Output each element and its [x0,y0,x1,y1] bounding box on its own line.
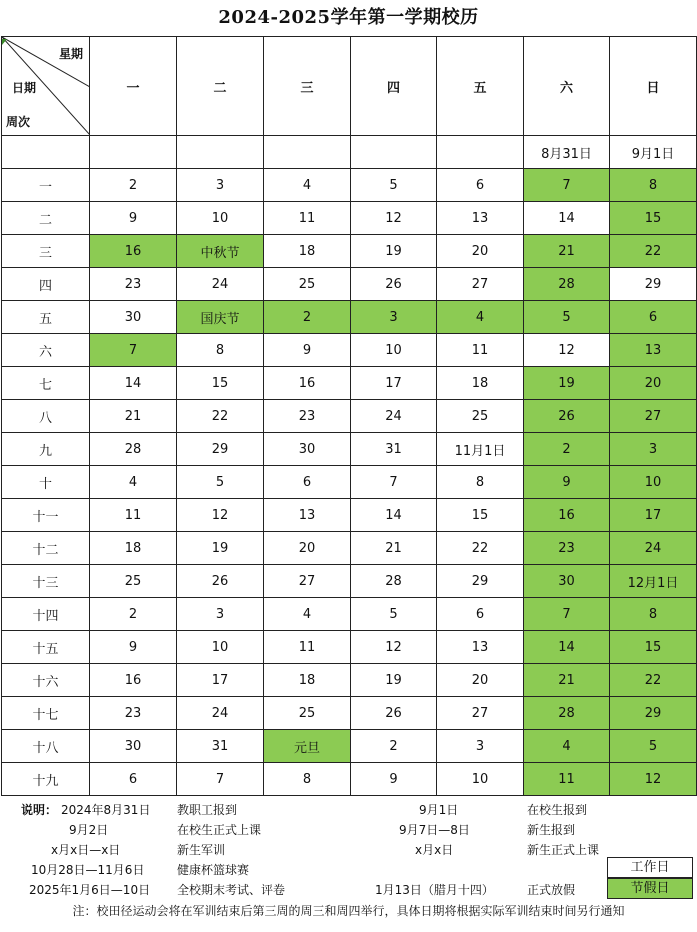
day-cell: 13 [264,499,351,532]
pre-week-label [2,136,90,169]
week-number: 十五 [2,631,90,664]
holiday-day-cell: 20 [610,367,697,400]
day-cell: 16 [90,664,177,697]
header-day-mon: 一 [90,37,177,136]
day-cell: 5 [177,466,264,499]
week-number: 二 [2,202,90,235]
weekday-header-row [2,37,697,136]
holiday-day-cell: 23 [524,532,610,565]
holiday-day-cell: 2 [524,433,610,466]
header-day-sat: 六 [524,37,610,136]
notes-section [1,796,696,926]
day-cell: 26 [351,268,437,301]
day-cell: 24 [177,268,264,301]
day-cell: 29 [437,565,524,598]
day-cell: 10 [437,763,524,796]
week-row [2,367,697,400]
holiday-day-cell: 8 [610,169,697,202]
day-cell: 22 [437,532,524,565]
holiday-day-cell: 15 [610,631,697,664]
day-cell: 30 [264,433,351,466]
holiday-day-cell: 4 [437,301,524,334]
week-row [2,400,697,433]
holiday-day-cell: 国庆节 [177,301,264,334]
holiday-day-cell: 2 [264,301,351,334]
day-cell: 15 [437,499,524,532]
holiday-day-cell: 12 [610,763,697,796]
legend-workday: 工作日 [607,857,693,878]
week-row [2,433,697,466]
week-number: 十一 [2,499,90,532]
holiday-day-cell: 15 [610,202,697,235]
day-cell: 24 [177,697,264,730]
holiday-day-cell: 30 [524,565,610,598]
note-event: 新生正式上课 [527,843,600,857]
week-number: 一 [2,169,90,202]
note-date: 10月28日—11月6日 [31,863,145,877]
day-cell: 12 [351,631,437,664]
note-event: 正式放假 [527,883,576,897]
day-cell: 4 [90,466,177,499]
day-cell: 20 [437,664,524,697]
day-cell: 27 [437,697,524,730]
week-number: 十二 [2,532,90,565]
holiday-day-cell: 7 [524,169,610,202]
note-date: 9月2日 [69,823,109,837]
day-cell: 13 [437,202,524,235]
holiday-day-cell: 27 [610,400,697,433]
day-cell: 14 [351,499,437,532]
holiday-day-cell: 9 [524,466,610,499]
day-cell: 10 [177,631,264,664]
holiday-day-cell: 21 [524,235,610,268]
day-cell: 25 [437,400,524,433]
day-cell: 9 [351,763,437,796]
day-cell: 12 [524,334,610,367]
day-cell: 23 [264,400,351,433]
day-cell: 20 [264,532,351,565]
header-day-sun: 日 [610,37,697,136]
day-cell: 19 [177,532,264,565]
header-day-thu: 四 [351,37,437,136]
day-cell: 25 [90,565,177,598]
holiday-day-cell: 17 [610,499,697,532]
week-row [2,631,697,664]
day-cell: 8 [177,334,264,367]
day-cell: 11 [437,334,524,367]
day-cell: 10 [177,202,264,235]
day-cell: 6 [90,763,177,796]
day-cell: 31 [177,730,264,763]
holiday-day-cell: 7 [90,334,177,367]
day-cell: 2 [351,730,437,763]
week-number: 八 [2,400,90,433]
holiday-day-cell: 8 [610,598,697,631]
day-cell: 11 [264,202,351,235]
note-date: 2025年1月6日—10日 [29,883,151,897]
day-cell: 14 [90,367,177,400]
holiday-day-cell: 22 [610,664,697,697]
holiday-day-cell: 21 [524,664,610,697]
day-cell: 2 [90,598,177,631]
day-cell: 28 [90,433,177,466]
day-cell: 4 [264,169,351,202]
day-cell: 17 [351,367,437,400]
note-event: 教职工报到 [177,803,238,817]
pre-week-cell [264,136,351,169]
weeks-body [2,169,697,796]
day-cell: 18 [264,664,351,697]
day-cell: 10 [351,334,437,367]
day-cell: 24 [351,400,437,433]
holiday-day-cell: 7 [524,598,610,631]
day-cell: 7 [177,763,264,796]
week-number: 十 [2,466,90,499]
day-cell: 31 [351,433,437,466]
pre-week-cell [90,136,177,169]
day-cell: 14 [524,202,610,235]
day-cell: 26 [351,697,437,730]
day-cell: 2 [90,169,177,202]
day-cell: 21 [351,532,437,565]
pre-week-cell: 9月1日 [610,136,697,169]
day-cell: 23 [90,697,177,730]
note-event: 全校期末考试、评卷 [177,883,286,897]
note-event: 在校生报到 [527,803,588,817]
week-row [2,763,697,796]
holiday-day-cell: 3 [351,301,437,334]
day-cell: 27 [437,268,524,301]
day-cell: 6 [264,466,351,499]
day-cell: 25 [264,697,351,730]
week-row [2,235,697,268]
day-cell: 23 [90,268,177,301]
day-cell: 12 [177,499,264,532]
note-date: 9月1日 [419,803,459,817]
corner-label-week: 星期 [58,47,83,61]
week-row [2,169,697,202]
day-cell: 9 [90,202,177,235]
week-row [2,664,697,697]
holiday-day-cell: 13 [610,334,697,367]
day-cell: 11月1日 [437,433,524,466]
week-row [2,301,697,334]
week-number: 五 [2,301,90,334]
day-cell: 6 [437,169,524,202]
day-cell: 3 [177,598,264,631]
day-cell: 18 [437,367,524,400]
note-event: 新生军训 [177,843,226,857]
day-cell: 13 [437,631,524,664]
note-date: x月x日 [415,843,454,857]
pre-week-cell [177,136,264,169]
day-cell: 30 [90,730,177,763]
corner-label-weekno: 周次 [6,115,31,129]
day-cell: 25 [264,268,351,301]
day-cell: 4 [264,598,351,631]
day-cell: 16 [264,367,351,400]
day-cell: 8 [264,763,351,796]
week-number: 十四 [2,598,90,631]
day-cell: 6 [437,598,524,631]
day-cell: 12 [351,202,437,235]
holiday-day-cell: 28 [524,268,610,301]
holiday-day-cell: 14 [524,631,610,664]
holiday-day-cell: 24 [610,532,697,565]
school-calendar-table [1,36,697,796]
note-date: x月x日—x日 [51,843,121,857]
week-row [2,697,697,730]
header-day-fri: 五 [437,37,524,136]
day-cell: 29 [177,433,264,466]
calendar-title: 2024-2025学年第一学期校历 [218,7,479,28]
week-number: 十九 [2,763,90,796]
day-cell: 27 [264,565,351,598]
holiday-day-cell: 10 [610,466,697,499]
corner-label-date: 日期 [12,81,37,95]
footnote: 注：校田径运动会将在军训结束后第三周的周三和周四举行，具体日期将根据实际军训结束时间另行通知 [72,904,625,918]
header-day-wed: 三 [264,37,351,136]
day-cell: 28 [351,565,437,598]
day-cell: 3 [437,730,524,763]
day-cell: 19 [351,664,437,697]
day-cell: 5 [351,598,437,631]
notes-label: 说明： [21,803,58,817]
day-cell: 11 [90,499,177,532]
day-cell: 19 [351,235,437,268]
day-cell: 17 [177,664,264,697]
week-row [2,532,697,565]
week-number: 十八 [2,730,90,763]
holiday-day-cell: 22 [610,235,697,268]
week-number: 七 [2,367,90,400]
week-number: 十七 [2,697,90,730]
week-number: 三 [2,235,90,268]
holiday-day-cell: 29 [610,697,697,730]
holiday-day-cell: 16 [90,235,177,268]
day-cell: 29 [610,268,697,301]
holiday-day-cell: 19 [524,367,610,400]
holiday-day-cell: 元旦 [264,730,351,763]
week-row [2,730,697,763]
holiday-day-cell: 5 [610,730,697,763]
day-cell: 22 [177,400,264,433]
day-cell: 21 [90,400,177,433]
day-cell: 11 [264,631,351,664]
week-row [2,268,697,301]
day-cell: 30 [90,301,177,334]
holiday-day-cell: 6 [610,301,697,334]
week-row [2,565,697,598]
holiday-day-cell: 16 [524,499,610,532]
note-event: 新生报到 [527,823,576,837]
holiday-day-cell: 11 [524,763,610,796]
day-cell: 20 [437,235,524,268]
week-row [2,334,697,367]
week-number: 十三 [2,565,90,598]
holiday-day-cell: 中秋节 [177,235,264,268]
day-cell: 18 [90,532,177,565]
day-cell: 8 [437,466,524,499]
day-cell: 15 [177,367,264,400]
note-date: 9月7日—8日 [399,823,470,837]
day-cell: 18 [264,235,351,268]
pre-week-row [2,136,697,169]
day-cell: 9 [90,631,177,664]
holiday-day-cell: 28 [524,697,610,730]
week-row [2,202,697,235]
pre-week-cell [351,136,437,169]
day-cell: 9 [264,334,351,367]
pre-week-cell: 8月31日 [524,136,610,169]
day-cell: 5 [351,169,437,202]
note-date: 2024年8月31日 [61,803,151,817]
note-event: 健康杯篮球赛 [177,863,250,877]
header-corner-cell [2,37,90,136]
note-date: 1月13日（腊月十四） [375,883,494,897]
week-number: 十六 [2,664,90,697]
day-cell: 26 [177,565,264,598]
note-event: 在校生正式上课 [177,823,262,837]
day-cell: 3 [177,169,264,202]
header-day-tue: 二 [177,37,264,136]
holiday-day-cell: 5 [524,301,610,334]
week-row [2,466,697,499]
week-number: 四 [2,268,90,301]
week-number: 六 [2,334,90,367]
holiday-day-cell: 26 [524,400,610,433]
holiday-day-cell: 3 [610,433,697,466]
holiday-day-cell: 12月1日 [610,565,697,598]
week-row [2,499,697,532]
week-row [2,598,697,631]
day-cell: 7 [351,466,437,499]
week-number: 九 [2,433,90,466]
holiday-day-cell: 4 [524,730,610,763]
legend-holiday: 节假日 [607,878,693,899]
pre-week-cell [437,136,524,169]
